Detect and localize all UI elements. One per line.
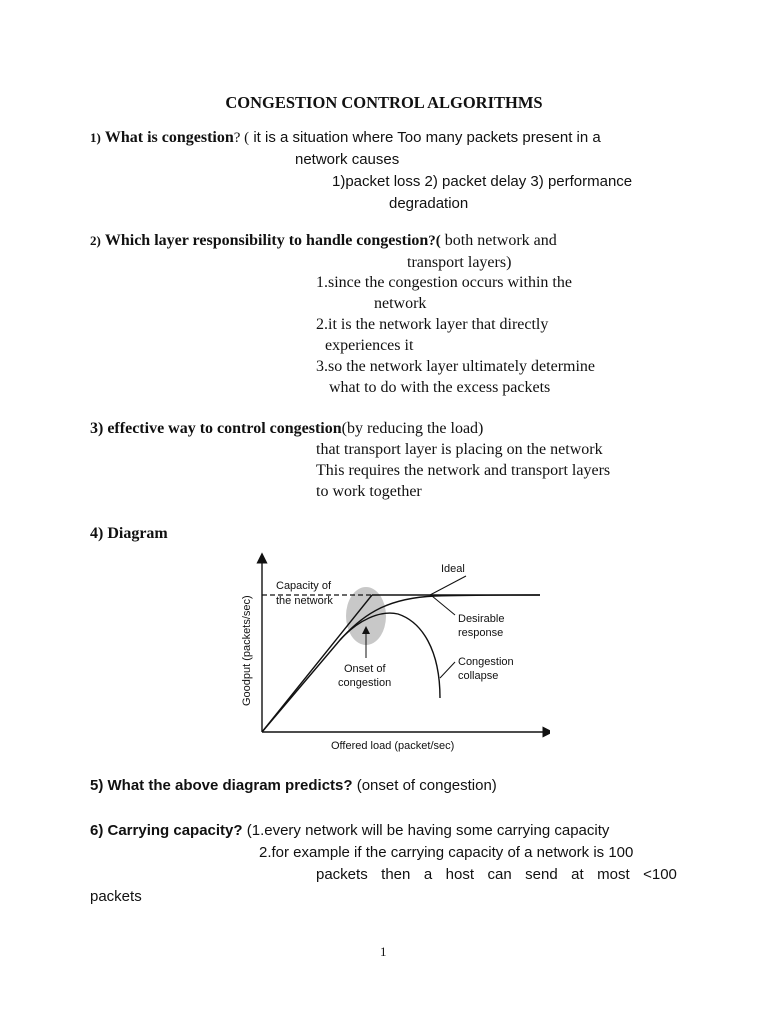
q6-word: at bbox=[571, 866, 584, 883]
q5-question: 5) What the above diagram predicts? bbox=[90, 777, 357, 794]
q6-word: most bbox=[597, 866, 630, 883]
q1-question: What is congestion bbox=[104, 129, 234, 146]
q2-line2: transport layers) bbox=[407, 254, 512, 271]
q6-word: can bbox=[487, 866, 512, 883]
q2-line3: 1.since the congestion occurs within the bbox=[316, 274, 572, 291]
page-number: 1 bbox=[380, 944, 387, 959]
q1-line3: 1)packet loss 2) packet delay 3) performance bbox=[332, 173, 633, 190]
q3-line3: This requires the network and transport layers bbox=[316, 462, 611, 479]
onset-label-2: congestion bbox=[338, 677, 392, 689]
q1-answer: it is a situation where Too many packets present in a bbox=[249, 129, 601, 146]
y-axis-label: Goodput (packets/sec) bbox=[241, 595, 253, 706]
q6-word: host bbox=[445, 866, 475, 883]
question-3 bbox=[90, 421, 483, 437]
q1-number: 1) bbox=[90, 130, 101, 145]
q3-line2: that transport layer is placing on the network bbox=[316, 441, 603, 458]
q2-line6: experiences it bbox=[325, 337, 414, 354]
q6-question: 6) Carrying capacity? bbox=[90, 822, 247, 839]
capacity-label-1: Capacity of bbox=[276, 580, 332, 592]
q2-answer: both network and bbox=[440, 232, 557, 249]
q2-question: Which layer responsibility to handle congestion bbox=[104, 232, 429, 249]
q2-line5: 2.it is the network layer that directly bbox=[316, 316, 549, 333]
question-2 bbox=[90, 233, 557, 249]
q1-qmark: ? ( bbox=[233, 130, 250, 146]
question-1 bbox=[90, 130, 601, 146]
q3-answer: (by reducing the load) bbox=[341, 420, 484, 437]
q3-question: 3) effective way to control congestion bbox=[90, 420, 342, 437]
q4-heading: 4) Diagram bbox=[90, 525, 168, 542]
capacity-label-2: the network bbox=[276, 595, 333, 607]
question-6 bbox=[90, 823, 609, 839]
onset-label-1: Onset of bbox=[344, 663, 386, 675]
q6-word: send bbox=[525, 866, 558, 883]
question-5 bbox=[90, 778, 497, 794]
congestion-diagram bbox=[230, 550, 550, 760]
q6-word: then bbox=[381, 866, 411, 883]
q6-word: packets bbox=[316, 866, 368, 883]
q6-line4: packets bbox=[90, 888, 142, 905]
desirable-label-1: Desirable bbox=[458, 613, 505, 625]
q2-number: 2) bbox=[90, 233, 101, 248]
q6-answer: (1.every network will be having some carrying capacity bbox=[246, 822, 610, 839]
ideal-pointer bbox=[430, 576, 466, 595]
q6-line2: 2.for example if the carrying capacity of a network is 100 bbox=[259, 844, 634, 861]
q2-line8: what to do with the excess packets bbox=[329, 379, 551, 396]
q1-line4: degradation bbox=[389, 195, 469, 212]
collapse-pointer bbox=[440, 662, 455, 678]
desirable-label-2: response bbox=[458, 627, 504, 639]
q6-word: a bbox=[423, 866, 433, 883]
collapse-label-1: Congestion bbox=[458, 656, 514, 668]
q2-line4: network bbox=[374, 295, 427, 312]
x-axis-label: Offered load (packet/sec) bbox=[331, 740, 455, 752]
q1-line2: network causes bbox=[295, 151, 400, 168]
desirable-pointer bbox=[432, 596, 455, 615]
ideal-label: Ideal bbox=[441, 563, 465, 575]
q6-word: <100 bbox=[643, 866, 677, 883]
q6-line3 bbox=[316, 867, 677, 882]
collapse-label-2: collapse bbox=[458, 670, 499, 682]
q3-line4: to work together bbox=[316, 483, 422, 500]
q2-qmark: ?( bbox=[428, 233, 441, 249]
page-title: CONGESTION CONTROL ALGORITHMS bbox=[225, 93, 543, 112]
q5-answer: (onset of congestion) bbox=[356, 777, 497, 794]
q2-line7: 3.so the network layer ultimately determine bbox=[316, 358, 596, 375]
